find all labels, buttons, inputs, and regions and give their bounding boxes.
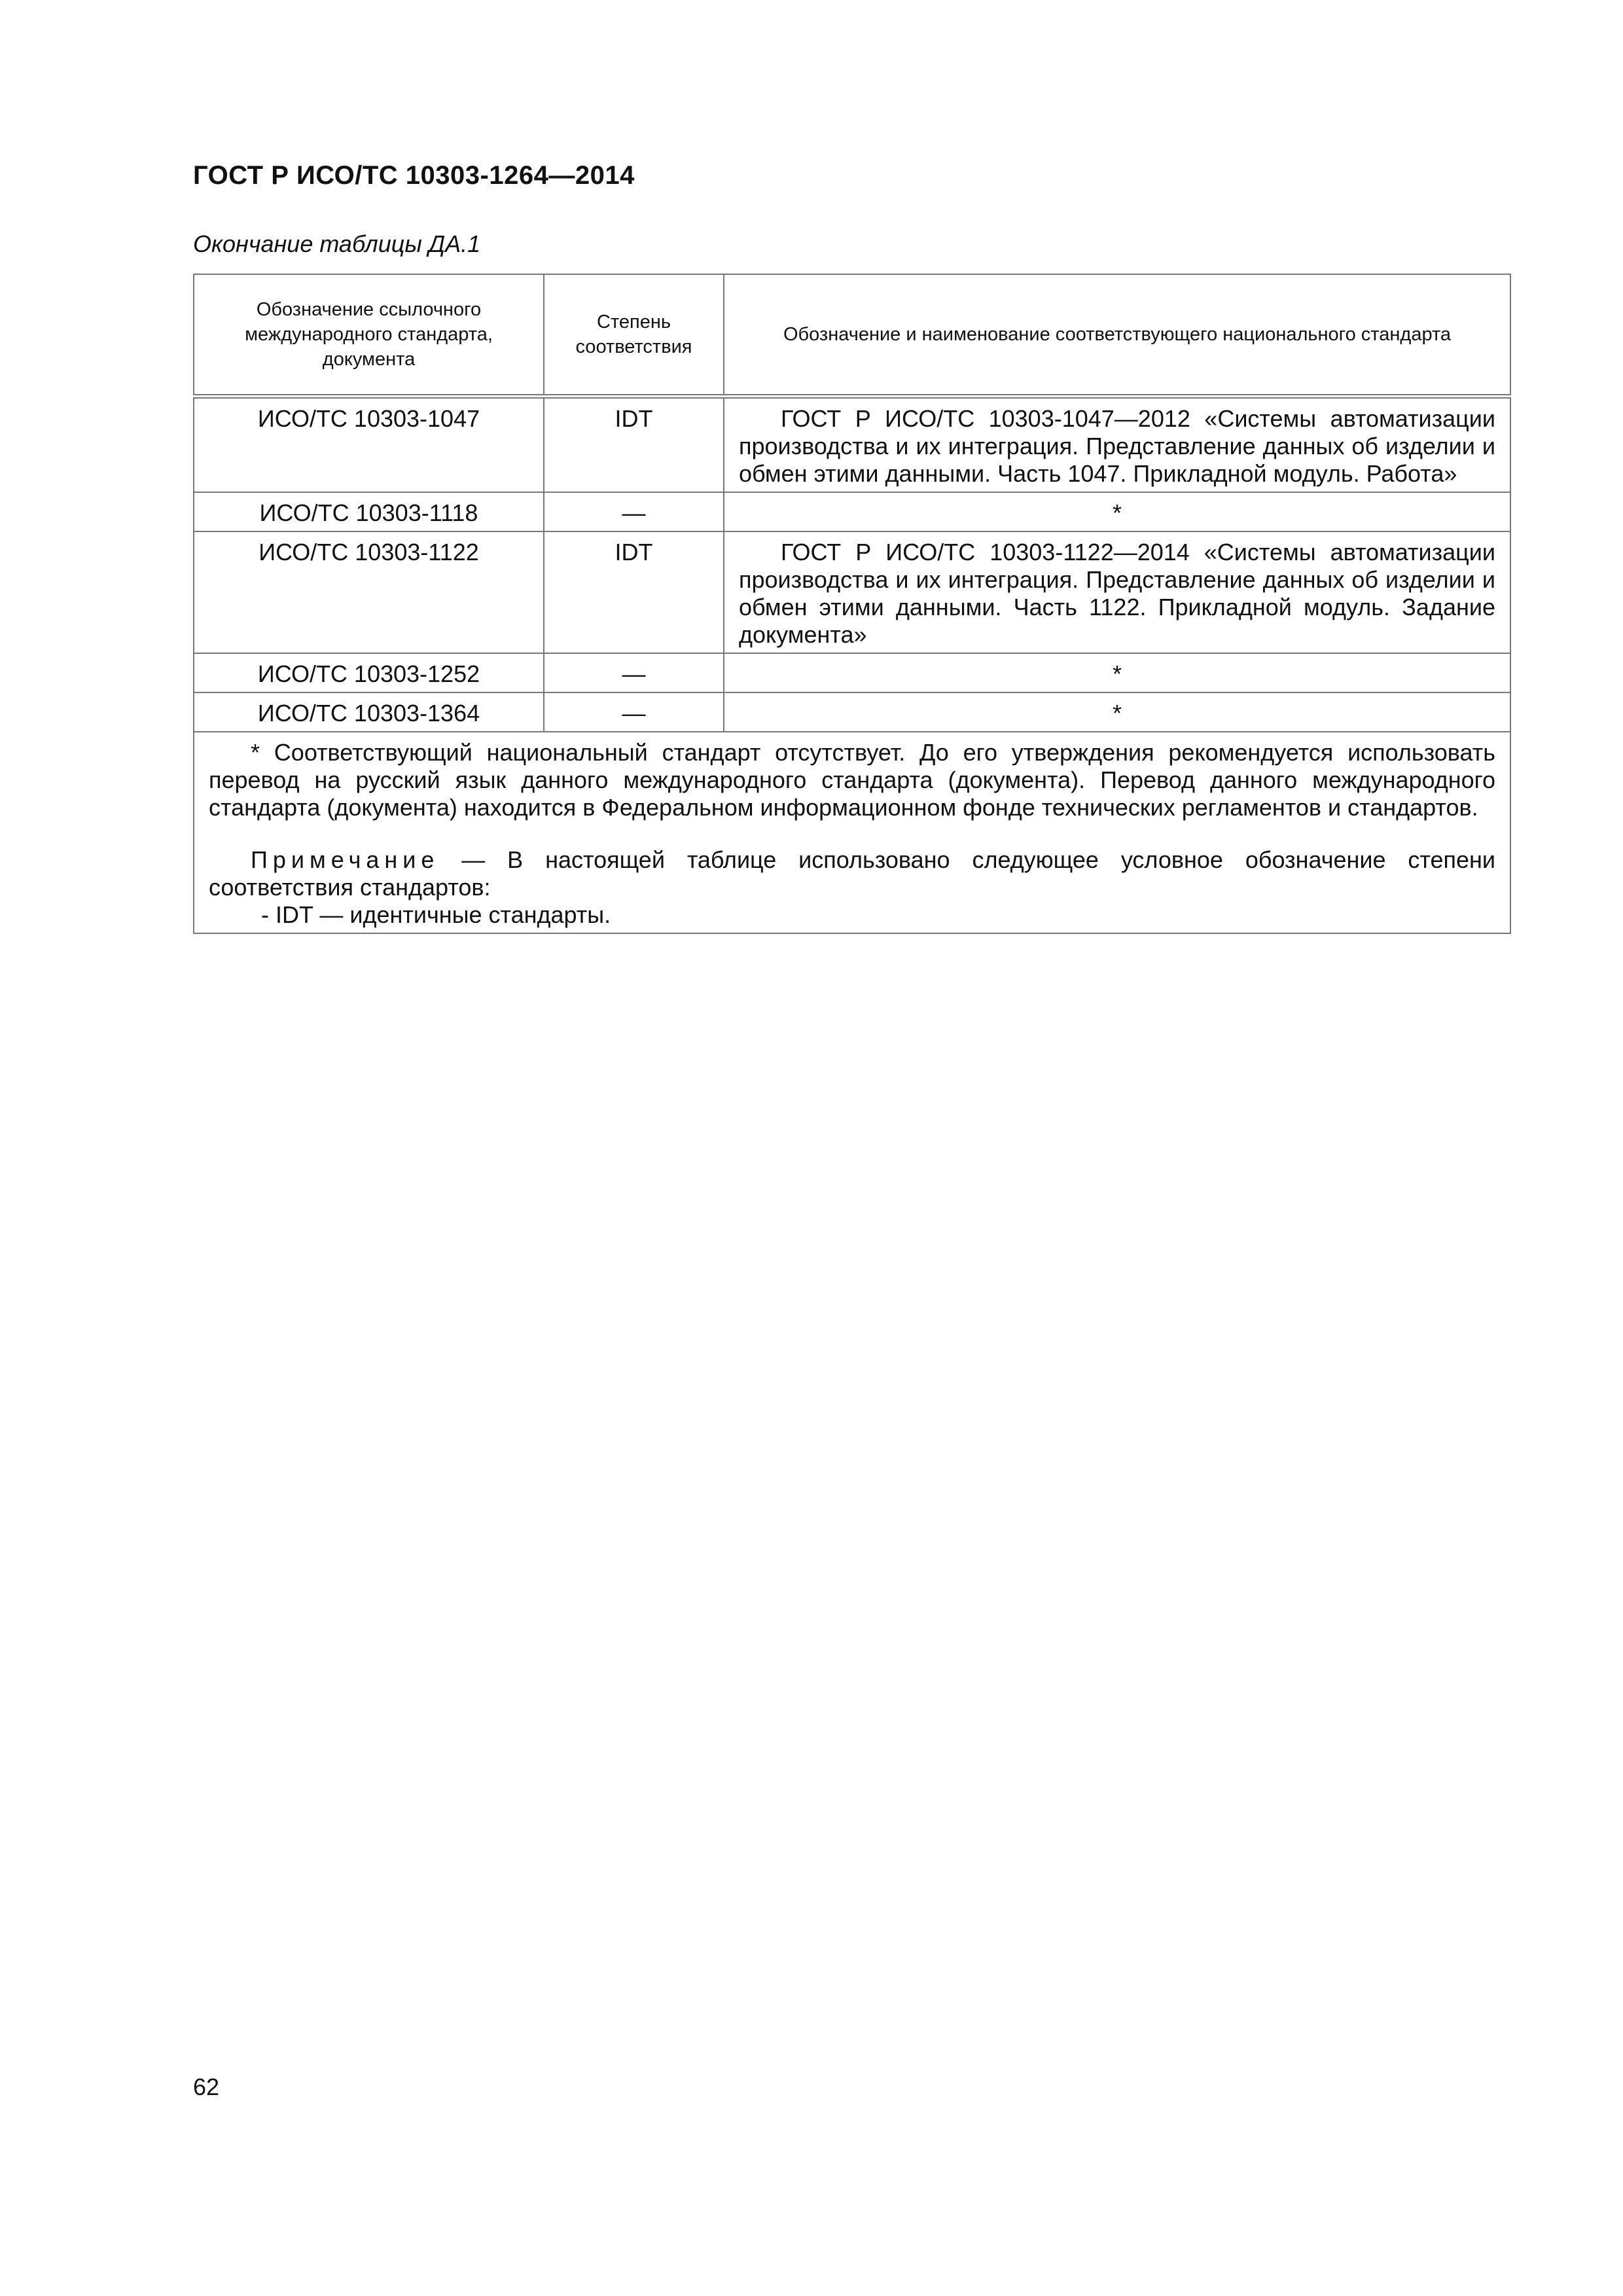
cell-degree: —: [544, 653, 724, 692]
cell-national-standard: ГОСТ Р ИСО/ТС 10303-1122—2014 «Системы автоматизации производства и их интеграция. Представление данных об изделии и обмен этими данными. Часть 1122. Прикладной модуль. Задание документа»: [724, 531, 1510, 653]
cell-international-code: ИСО/ТС 10303-1047: [194, 397, 544, 493]
column-header-degree: Степень соответствия: [544, 274, 724, 397]
table-row: [194, 653, 1510, 692]
table-footnote: * Соответствующий национальный стандарт отсутствует. До его утверждения рекомендуется использовать перевод на русский язык данного международного стандарта (документа). Перевод данного международного стандарта (документа) находится в Федеральном информационном фонде технических регламентов и стандартов.: [209, 739, 1495, 821]
column-header-national: Обозначение и наименование соответствующего национального стандарта: [724, 274, 1510, 397]
table-header-row: [194, 274, 1510, 397]
page-number: 62: [193, 2073, 220, 2100]
cell-international-code: ИСО/ТС 10303-1252: [194, 653, 544, 692]
cell-degree: IDT: [544, 397, 724, 493]
table-row: [194, 531, 1510, 653]
table-row: [194, 692, 1510, 732]
table-row: [194, 492, 1510, 531]
note-list-item: - IDT — идентичные стандарты.: [261, 901, 611, 928]
column-header-international: Обозначение ссылочного международного стандарта, документа: [194, 274, 544, 397]
document-code: ГОСТ Р ИСО/ТС 10303-1264—2014: [193, 161, 635, 190]
note-text: — В настоящей таблице использовано следующее условное обозначение степени соответствия стандартов:: [209, 846, 1495, 901]
cell-international-code: ИСО/ТС 10303-1122: [194, 531, 544, 653]
cell-international-code: ИСО/ТС 10303-1118: [194, 492, 544, 531]
table-row: [194, 397, 1510, 493]
cell-national-standard: *: [724, 653, 1510, 692]
cell-degree: —: [544, 492, 724, 531]
table-footnote-cell: [194, 732, 1510, 933]
table-caption: Окончание таблицы ДА.1: [193, 230, 481, 257]
note-label: Примечание: [251, 846, 440, 873]
cell-national-standard: *: [724, 492, 1510, 531]
cell-international-code: ИСО/ТС 10303-1364: [194, 692, 544, 732]
table-note: [209, 846, 1495, 901]
cell-degree: —: [544, 692, 724, 732]
table-footnote-row: [194, 732, 1510, 933]
cell-degree: IDT: [544, 531, 724, 653]
cell-national-standard: *: [724, 692, 1510, 732]
reference-standards-table: [193, 274, 1511, 934]
cell-national-standard: ГОСТ Р ИСО/ТС 10303-1047—2012 «Системы автоматизации производства и их интеграция. Представление данных об изделии и обмен этими данными. Часть 1047. Прикладной модуль. Работа»: [724, 397, 1510, 493]
